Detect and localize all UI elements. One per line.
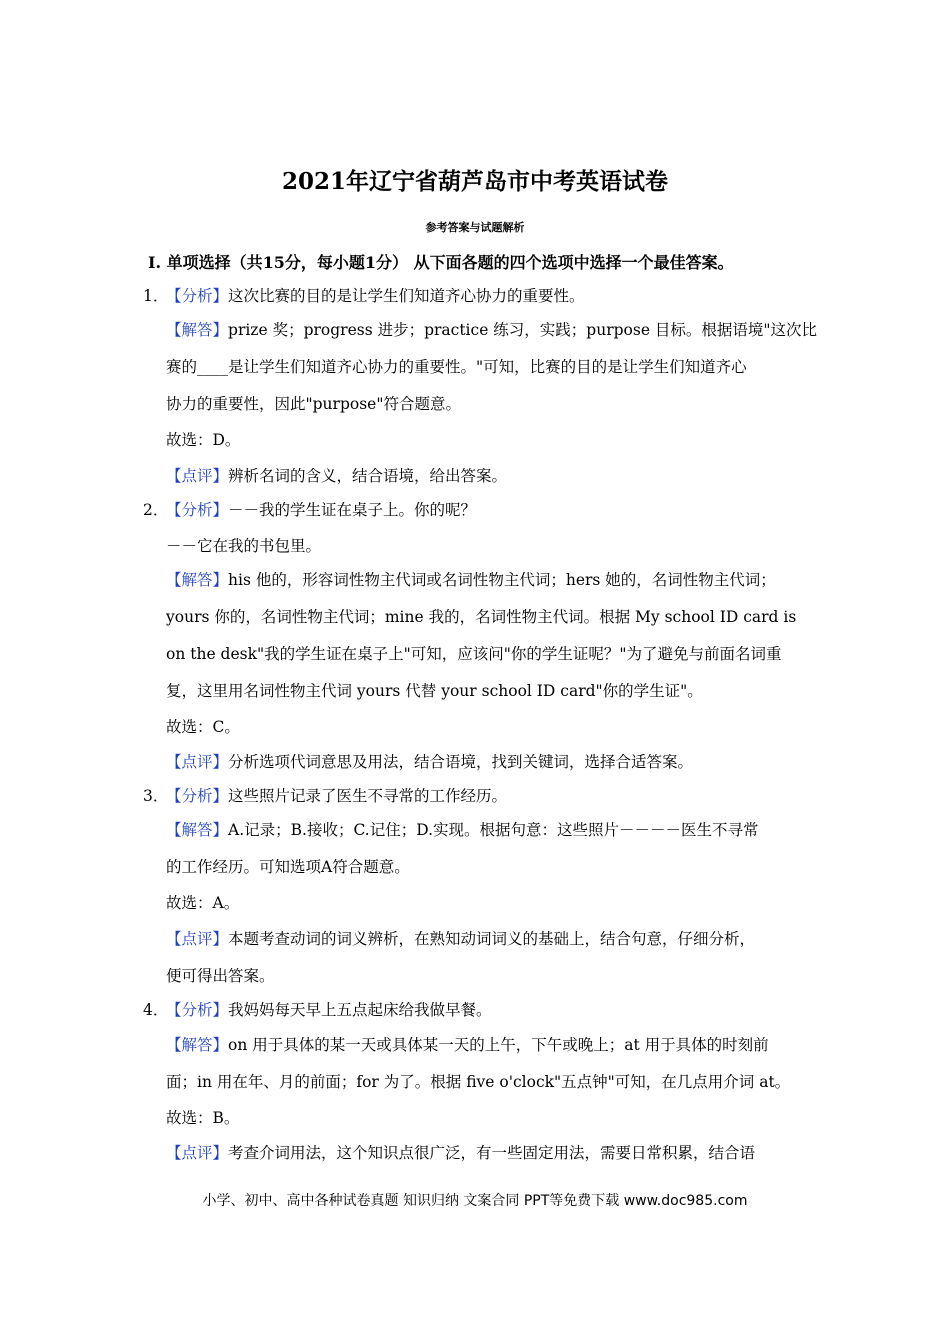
q2-comment (166, 752, 693, 772)
section-heading: Ⅰ. 单项选择（共15分，每小题1分） 从下面各题的四个选项中选择一个最佳答案。 (148, 253, 734, 272)
page-subtitle: 参考答案与试题解析 (425, 221, 525, 234)
answer-tag: 【解答】 (166, 571, 229, 589)
q1-comment-text: 辨析名词的含义，结合语境，给出答案。 (228, 467, 508, 485)
q1-answer-line (166, 320, 817, 340)
q4-analysis (166, 1000, 492, 1020)
answer-tag: 【解答】 (166, 821, 229, 839)
q2-analysis-line: －－它在我的书包里。 (166, 537, 322, 555)
q4-answer-line (166, 1035, 769, 1055)
page-title: 2021年辽宁省葫芦岛市中考英语试卷 (281, 168, 668, 195)
q1-comment (166, 466, 507, 486)
q1-number: 1． (143, 287, 169, 305)
q3-number: 3． (143, 787, 169, 805)
q4-choice: 故选：B。 (166, 1109, 240, 1127)
q2-answer-line: 复，这里用名词性物主代词 yours 代替 your school ID card"你的学生证"。 (166, 682, 703, 700)
q4-comment-text: 考查介词用法，这个知识点很广泛，有一些固定用法，需要日常积累，结合语 (228, 1144, 756, 1162)
analysis-tag: 【分析】 (166, 501, 229, 519)
q4-analysis-text: 我妈妈每天早上五点起床给我做早餐。 (228, 1001, 492, 1019)
q2-answer-line: yours 你的，名词性物主代词；mine 我的，名词性物主代词。根据 My school ID card is (166, 608, 797, 626)
page-footer: 小学、初中、高中各种试卷真题 知识归纳 文案合同 PPT等免费下载 www.doc985.com (202, 1193, 748, 1209)
q3-analysis-text: 这些照片记录了医生不寻常的工作经历。 (228, 787, 508, 805)
q2-answer-line (166, 570, 776, 590)
comment-tag: 【点评】 (166, 1144, 229, 1162)
q1-answer-line: 协力的重要性，因此"purpose"符合题意。 (166, 395, 461, 413)
analysis-tag: 【分析】 (166, 287, 229, 305)
q2-analysis (166, 500, 476, 520)
q2-comment-text: 分析选项代词意思及用法，结合语境，找到关键词，选择合适答案。 (228, 753, 694, 771)
q4-answer-text: on 用于具体的某一天或具体某一天的上午，下午或晚上；at 用于具体的时刻前 (228, 1036, 769, 1054)
comment-tag: 【点评】 (166, 753, 229, 771)
q2-answer-line: on the desk"我的学生证在桌子上"可知，应该问"你的学生证呢？"为了避免与前面名词重 (166, 645, 782, 663)
q2-answer-text: his 他的，形容词性物主代词或名词性物主代词；hers 她的，名词性物主代词； (228, 571, 776, 589)
q2-choice: 故选：C。 (166, 718, 240, 736)
q2-analysis-text: －－我的学生证在桌子上。你的呢？ (228, 501, 477, 519)
q3-analysis (166, 786, 507, 806)
q1-answer-text: prize 奖；progress 进步；practice 练习，实践；purpose 目标。根据语境"这次比 (228, 321, 818, 339)
answer-tag: 【解答】 (166, 1036, 229, 1054)
q3-answer-line (166, 820, 759, 840)
q1-analysis-text: 这次比赛的目的是让学生们知道齐心协力的重要性。 (228, 287, 585, 305)
analysis-tag: 【分析】 (166, 787, 229, 805)
q4-answer-line: 面；in 用在年、月的前面；for 为了。根据 five o'clock"五点钟"可知，在几点用介词 at。 (166, 1073, 791, 1091)
q4-comment (166, 1143, 755, 1163)
q3-choice: 故选：A。 (166, 894, 240, 912)
comment-tag: 【点评】 (166, 930, 229, 948)
q3-comment (166, 929, 755, 949)
q4-number: 4． (143, 1001, 169, 1019)
q3-comment-line: 便可得出答案。 (166, 967, 275, 985)
q3-answer-line: 的工作经历。可知选项A符合题意。 (166, 858, 410, 876)
q3-answer-text: A.记录；B.接收；C.记住；D.实现。根据句意：这些照片－－－－医生不寻常 (228, 821, 759, 839)
analysis-tag: 【分析】 (166, 1001, 229, 1019)
comment-tag: 【点评】 (166, 467, 229, 485)
q3-comment-text: 本题考查动词的词义辨析，在熟知动词词义的基础上，结合句意，仔细分析， (228, 930, 756, 948)
answer-tag: 【解答】 (166, 321, 229, 339)
q2-number: 2． (143, 501, 169, 519)
q1-analysis (166, 286, 585, 306)
q1-answer-line: 赛的____是让学生们知道齐心协力的重要性。"可知，比赛的目的是让学生们知道齐心 (166, 358, 747, 376)
q1-choice: 故选：D。 (166, 431, 241, 449)
